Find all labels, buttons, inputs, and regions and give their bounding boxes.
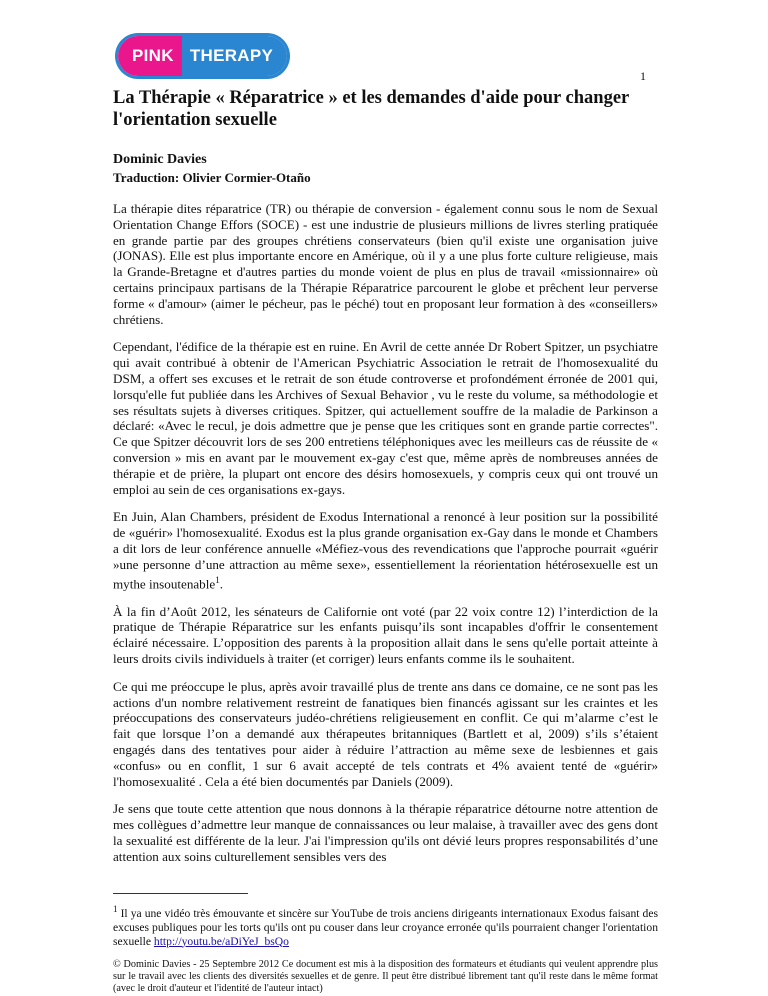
footnote: [113, 902, 658, 949]
translator-credit: Traduction: Olivier Cormier-Otaño: [113, 170, 311, 185]
paragraph-3-text: En Juin, Alan Chambers, président de Exodus International a renoncé à leur position sur la possibilité de «guérir» l'homosexualité. Exodus est la plus grande organisation ex-Gay dans le monde et Chambers a dit lors de leur conférence annuelle «Méfiez-vous des revendications que l'approche pourrait «guérir »une personne d’une attraction au même sexe», essentiellement la réorientation hétérosexuelle est un mythe insoutenable: [113, 509, 658, 591]
footnote-marker: 1: [113, 903, 118, 914]
document-title: La Thérapie « Réparatrice » et les demandes d'aide pour changer l'orientation sexuelle: [113, 88, 629, 130]
youtube-link[interactable]: http://youtu.be/aDiYeJ_bsQo: [153, 934, 289, 948]
paragraph-5: Ce qui me préoccupe le plus, après avoir travaillé plus de trente ans dans ce domaine, ce ne sont pas les actions d'un nombre relativement restreint de fanatiques bien financés agissant sur les craintes et les préoccupations des conservateurs judéo-chrétiens religieusement en conflit. Ce qui m’alarme c’est le fait que lorsque l’on a demandé aux thérapeutes britanniques (Bartlett et al, 2009) s’ils s’étaient engagés dans des tentatives pour aider à réduire l’attraction au même sexe de lesbiennes et gais «confus» ou en conflit, 1 sur 6 avait accepté de tels contrats et 4% avaient tenté de «guérir» l'homosexualité . Cela a été bien documentés par Daniels (2009).: [113, 678, 658, 789]
paragraph-4: À la fin d’Août 2012, les sénateurs de Californie ont voté (par 22 voix contre 12) l’interdiction de la pratique de Thérapie Réparatrice sur les enfants puisqu’ils sont incapables d'offrir le consentement éclairé nécessaire. L’opposition des parents à la proposition allait dans le sens qu'elle portait atteinte à leurs droits civils individuels à traiter (et corriger) leurs enfants comme ils le souhaitent.: [113, 603, 658, 667]
page-number: 1: [640, 69, 646, 83]
document-body: [113, 87, 658, 996]
pink-therapy-logo: [118, 36, 287, 76]
author-name: Dominic Davies: [113, 152, 207, 167]
footnote-text: Il ya une vidéo très émouvante et sincère sur YouTube de trois anciens dirigeants internationaux Exodus faisant des excuses publiques pour les torts qu'ils ont pu couser dans leur croyance erronée qu'ils pourraient changer l'orientation sexuelle: [113, 906, 658, 948]
paragraph-3: En Juin, Alan Chambers, président de Exodus International a renoncé à leur position sur la possibilité de «guérir» l'homosexualité. Exodus est la plus grande organisation ex-Gay dans le monde et Chambers a dit lors de leur conférence annuelle «Méfiez-vous des revendications que l'approche pourrait «guérir »une personne d’une attraction au même sexe», essentiellement la réorientation hétérosexuelle est un mythe insoutenable$^1$.: [113, 509, 658, 591]
footnote-reference[interactable]: 1: [215, 574, 220, 585]
paragraph-6: Je sens que toute cette attention que nous donnons à la thérapie réparatrice détourne notre attention de mes collègues d’admettre leur manque de connaissances ou leur malaise, à travailler avec des gens dont la sexualité est différente de la leur. J'ai l'impression qu'ils ont dévié leurs propres responsabilités d’une attention aux soins culturellement sensibles vers des: [113, 801, 658, 864]
logo-part-pink: PINK: [118, 36, 182, 76]
paragraph-2: Cependant, l'édifice de la thérapie est en ruine. En Avril de cette année Dr Robert Spitzer, un psychiatre qui avait contribué à obtenir de l'American Psychiatric Association le retrait de l'homosexualité du DSM, a offert ses excuses et le retrait de son étude controverse et profondément érronée de 2001 qui, lorsqu'elle fut publiée dans les Archives of Sexual Behavior , vu le reste du volume, sa méthodologie et ses résultats sujets à diverses critiques. Spitzer, qui actuellement souffre de la maladie de Parkinson a déclaré: «Avec le recul, je dois admettre que je pense que les critiques sont en grande partie correctes". Ce que Spitzer découvrit lors de ses 200 entretiens téléphoniques avec les meilleurs cas de réussite de « conversion » mis en avant par le mouvement ex-gay c'est que, même après de nombreuses années de thérapie et de prière, la plupart ont encore des désirs homosexuels, y compris ceux qui ont trouvé un emploi au sein de ces organisations ex-gays.: [113, 339, 658, 497]
paragraph-1: La thérapie dites réparatrice (TR) ou thérapie de conversion - également connu sous le nom de Sexual Orientation Change Effors (SOCE) - est une industrie de plusieurs millions de livres sterling pratiquée en grande partie par des groupes chrétiens conservateurs (bien qu'il existe une organisation juive (JONAS). Elle est plus importante encore en Amérique, où il y a une plus forte culture religieuse, mais la Grande-Bretagne et d'autres parties du monde voient de plus en plus de travail «missionnaire» où certains principaux partisans de la Thérapie Réparatrice parcourent le globe et prêchent leur perverse forme « d'amour» (aimer le pécheur, pas le péché) tout en proposant leur formation à des «conseillers» chrétiens.: [113, 201, 658, 327]
logo-part-therapy: THERAPY: [182, 36, 287, 76]
footnote-divider: [113, 893, 248, 894]
copyright-notice: © Dominic Davies - 25 Septembre 2012 Ce document est mis à la disposition des formateurs et étudiants qui veulent apprendre plus sur le travail avec les clients des diversités sexuelles et de genre. Il peut être distribué librement tant qu'il reste dans le même format (avec le droit d'auteur et l'identité de l'auteur intact): [113, 958, 658, 995]
